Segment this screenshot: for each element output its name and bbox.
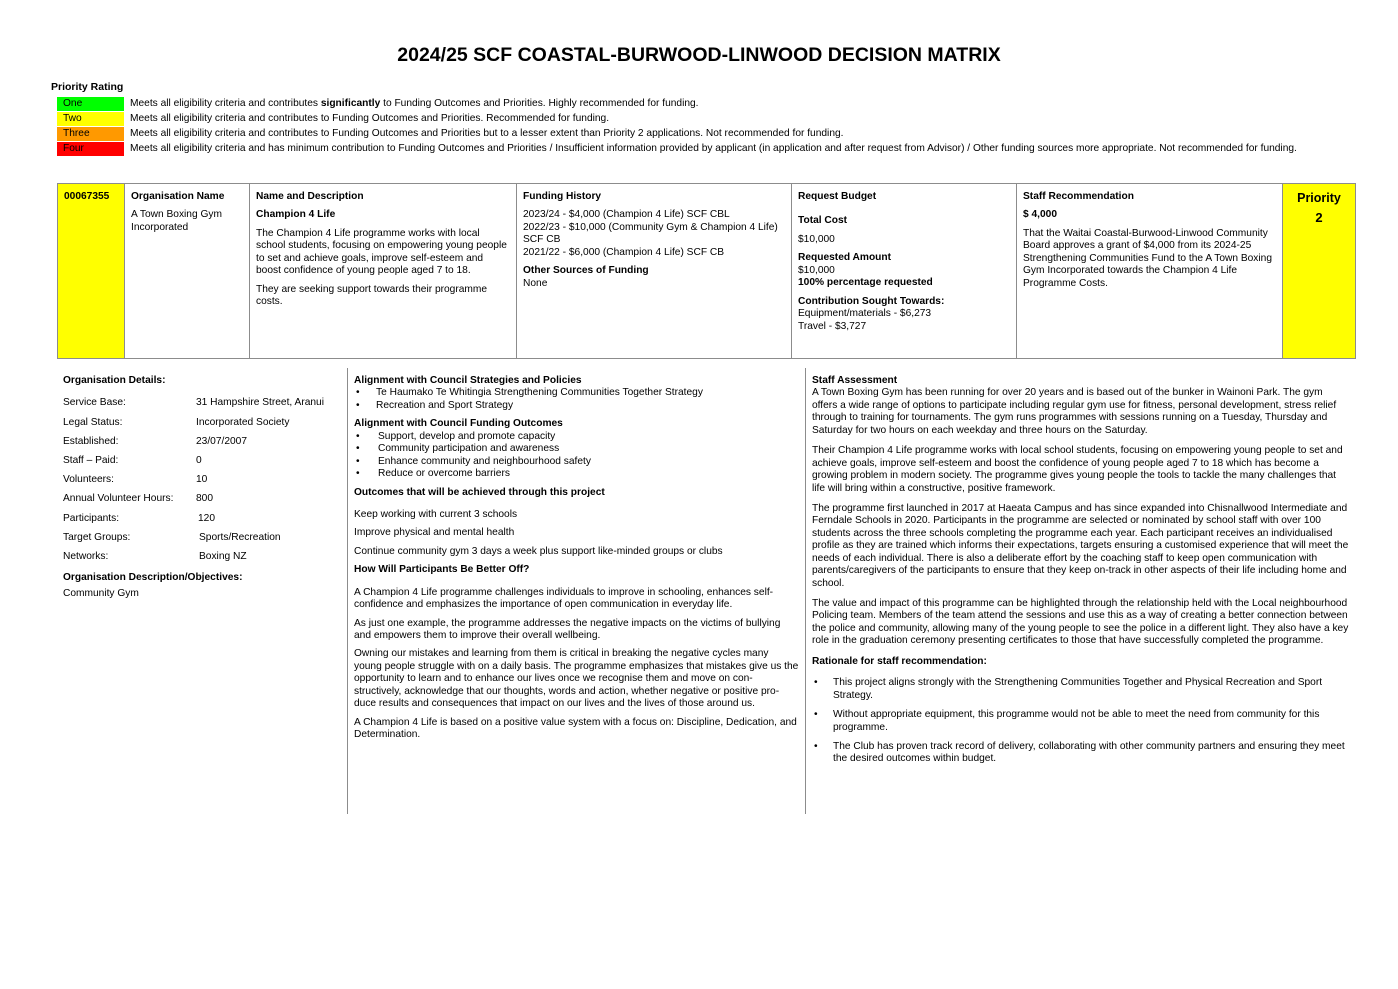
better-off-paragraph: A Champion 4 Life is based on a positive value system with a focus on: Discipline, Dedication, and Determination. — [354, 716, 797, 741]
better-off-paragraph: A Champion 4 Life programme challenges individuals to improve in schooling, enhances self-confidence and emphasizes the importance of open communication in everyday life. — [354, 586, 774, 611]
rationale-list — [812, 677, 1350, 766]
strategies-list — [354, 387, 799, 412]
requested-amount-value: $10,000 — [798, 264, 835, 276]
name-description-header: Name and Description — [256, 191, 364, 202]
priority-desc-two: Meets all eligibility criteria and contributes to Funding Outcomes and Priorities. Recommended for funding. — [130, 113, 610, 124]
funding-history-item: 2022/23 - $10,000 (Community Gym & Champion 4 Life) SCF CB — [523, 221, 778, 246]
funding-history-item: 2021/22 - $6,000 (Champion 4 Life) SCF CB — [523, 246, 725, 258]
list-item: • Te Haumako Te Whitingia Strengthening Communities Together Strategy — [354, 387, 799, 399]
contribution-item: Travel - $3,727 — [798, 320, 867, 332]
project-outcome: Keep working with current 3 schools — [354, 508, 518, 520]
organisation-cell — [125, 184, 250, 358]
project-name: Champion 4 Life — [256, 209, 336, 221]
staff-recommendation-text: That the Waitai Coastal-Burwood-Linwood Community Board approves a grant of $4,000 from its 2024-25 Strengthening Communities Fund to the A Town Boxing Gym Incorporated towards the Champion 4 Life Programme Costs. — [1023, 227, 1272, 289]
list-item: • This project aligns strongly with the Strengthening Communities Together and Physical Recreation and Sport Strategy. — [812, 677, 1350, 702]
assessment-paragraph: The value and impact of this programme can be highlighted through the relationship held with the Local neighbourhood Policing team. Members of the team attend the sessions and use this as a way of creating a better connection between the police and community, allowing many of the young people to see the police in a different light. They also have a key role in the graduation ceremony presenting certificates to those that have successfully completed the programme. — [812, 598, 1349, 647]
assessment-paragraph: Their Champion 4 Life programme works with local school students, focusing on empowering young people to set and achieve goals, improve self-esteem and boost the confidence of young people aged 7 to 18 which has become a growing problem in modern society. The programme gives young people the tools to tackle the many challenges that life will bring within a constructive, positive framework. — [812, 445, 1343, 494]
funding-history-item: 2023/24 - $4,000 (Champion 4 Life) SCF CBL — [523, 209, 730, 221]
priority-swatch-two: Two — [57, 112, 124, 126]
priority-row-three — [57, 127, 1307, 141]
detail-row: Annual Volunteer Hours: 800 — [63, 493, 213, 505]
priority-desc-three: Meets all eligibility criteria and contributes to Funding Outcomes and Priorities but to a lesser extent than Priority 2 applications. Not recommended for funding. — [130, 128, 844, 139]
organisation-description: Community Gym — [63, 587, 139, 599]
application-id-cell — [58, 184, 125, 358]
rationale-heading: Rationale for staff recommendation: — [812, 655, 987, 667]
contribution-item: Equipment/materials - $6,273 — [798, 308, 932, 320]
organisation-details-column — [57, 368, 348, 814]
funding-history-cell — [517, 184, 792, 358]
priority-rating-heading: Priority Rating — [51, 81, 124, 93]
better-off-heading: How Will Participants Be Better Off? — [354, 564, 530, 576]
list-item: • Reduce or overcome barriers — [354, 468, 799, 480]
staff-assessment-heading: Staff Assessment — [812, 375, 898, 386]
better-off-paragraph: As just one example, the programme addresses the negative impacts on the victims of bullying and empowers them to improve their overall wellbeing. — [354, 617, 781, 641]
priority-label: Priority — [1297, 191, 1341, 205]
list-item: • The Club has proven track record of delivery, collaborating with other community partners and ensuring they meet the desired outcomes within budget. — [812, 741, 1350, 766]
project-support-note: They are seeking support towards their programme costs. — [256, 283, 488, 308]
project-description: The Champion 4 Life programme works with local school students, focusing on empowering young people to set and achieve goals, improve self-esteem and boost confidence of young people aged 7 to 18. — [256, 227, 507, 277]
detail-row: Participants: 120 — [63, 512, 215, 524]
detail-row: Target Groups: Sports/Recreation — [63, 531, 281, 543]
list-item: • Community participation and awareness — [354, 443, 799, 455]
priority-rating-legend — [57, 97, 1307, 157]
priority-value: 2 — [1315, 210, 1323, 226]
better-off-paragraph: Owning our mistakes and learning from them is critical in breaking the negative cycles many young people struggle with on a daily basis. The programme emphasizes that mistakes give us the opportunity to learn and to enhance our lives once we recognise them and move on con-structively, acknowledge that our thoughts, words and action, whether negative or positive pro-duce results and consequences that impact on our lives and the lives of those around us. — [354, 648, 799, 710]
priority-desc-four: Meets all eligibility criteria and has minimum contribution to Funding Outcomes and Priorities / Insufficient information provided by applicant (in application and after request from Advisor) / Other funding sources more appropriate. Not recommended for funding. — [130, 143, 1297, 154]
detail-row: Networks: Boxing NZ — [63, 550, 247, 562]
detail-row: Volunteers: 10 — [63, 474, 208, 486]
detail-row: Legal Status: Incorporated Society — [63, 416, 290, 428]
priority-desc-one: Meets all eligibility criteria and contributes significantly to Funding Outcomes and Priorities. Highly recommended for funding. — [130, 98, 699, 109]
priority-swatch-four: Four — [57, 142, 124, 156]
other-sources-header: Other Sources of Funding — [523, 265, 649, 277]
list-item: • Enhance community and neighbourhood safety — [354, 456, 799, 468]
priority-swatch-one: One — [57, 97, 124, 111]
detail-row: Staff – Paid: 0 — [63, 455, 202, 466]
application-id: 00067355 — [64, 191, 110, 202]
staff-recommendation-cell — [1017, 184, 1283, 358]
project-outcome: Improve physical and mental health — [354, 527, 515, 539]
funding-outcomes-heading: Alignment with Council Funding Outcomes — [354, 418, 563, 430]
total-cost-label: Total Cost — [798, 215, 848, 227]
list-item: • Recreation and Sport Strategy — [354, 400, 799, 412]
staff-assessment-column — [806, 368, 1356, 814]
list-item: • Support, develop and promote capacity — [354, 431, 799, 443]
details-section — [57, 368, 1356, 814]
priority-swatch-three: Three — [57, 127, 124, 141]
contribution-label: Contribution Sought Towards: — [798, 295, 945, 307]
requested-amount-label: Requested Amount — [798, 252, 892, 264]
organisation-details-heading: Organisation Details: — [63, 375, 166, 386]
funding-history-header: Funding History — [523, 191, 602, 202]
detail-row: Service Base: 31 Hampshire Street, Aranui — [63, 397, 324, 409]
request-budget-cell — [792, 184, 1017, 358]
strategies-heading: Alignment with Council Strategies and Policies — [354, 375, 582, 386]
page-title: 2024/25 SCF COASTAL-BURWOOD-LINWOOD DECISION MATRIX — [397, 44, 1001, 66]
assessment-paragraph: A Town Boxing Gym has been running for over 20 years and is based out of the bunker in Wainoni Park. The gym offers a wide range of options to participate including regular gym use for fitness, personal development, stress relief through to training for tournaments. The gym runs programmes with sessions running on a Tuesday, Thursday and Saturday for two hours on each weekday and three hours on the Saturday. — [812, 387, 1337, 436]
other-sources-value: None — [523, 277, 548, 289]
project-outcome: Continue community gym 3 days a week plus support like-minded groups or clubs — [354, 545, 723, 557]
list-item: • Without appropriate equipment, this programme would not be able to meet the need from community for this programme. — [812, 709, 1350, 734]
total-cost-value: $10,000 — [798, 233, 835, 245]
project-outcomes-heading: Outcomes that will be achieved through this project — [354, 486, 605, 498]
application-summary-table — [57, 183, 1356, 359]
staff-recommendation-header: Staff Recommendation — [1023, 191, 1134, 202]
organisation-description-heading: Organisation Description/Objectives: — [63, 572, 243, 584]
organisation-name-header: Organisation Name — [131, 191, 225, 202]
priority-cell — [1283, 184, 1355, 358]
percentage-requested: 100% percentage requested — [798, 277, 933, 289]
alignment-column — [348, 368, 806, 814]
priority-row-two — [57, 112, 1307, 126]
funding-outcomes-list — [354, 431, 799, 481]
priority-row-one — [57, 97, 1307, 111]
staff-recommendation-amount: $ 4,000 — [1023, 209, 1057, 221]
request-budget-header: Request Budget — [798, 191, 877, 202]
priority-row-four — [57, 142, 1307, 156]
detail-row: Established: 23/07/2007 — [63, 435, 247, 447]
name-description-cell — [250, 184, 517, 358]
organisation-name: A Town Boxing Gym Incorporated — [131, 209, 222, 233]
assessment-paragraph: The programme first launched in 2017 at Haeata Campus and has since expanded into Chisnallwood Intermediate and Ferndale Schools in 2020. Participants in the programme are selected or nominated by school staff with over 100 students across the three schools completing the programme each year. Each participant receives an individualised profile as they are trained which informs their expectations, targets ensuring a customised experience that will meet the needs of each individual. There is also a deliberate effort by the coaching staff to keep open communication with parents/caregivers of the participants to ensure that they keep on-track in other aspects of their life including home and school. — [812, 502, 1349, 589]
